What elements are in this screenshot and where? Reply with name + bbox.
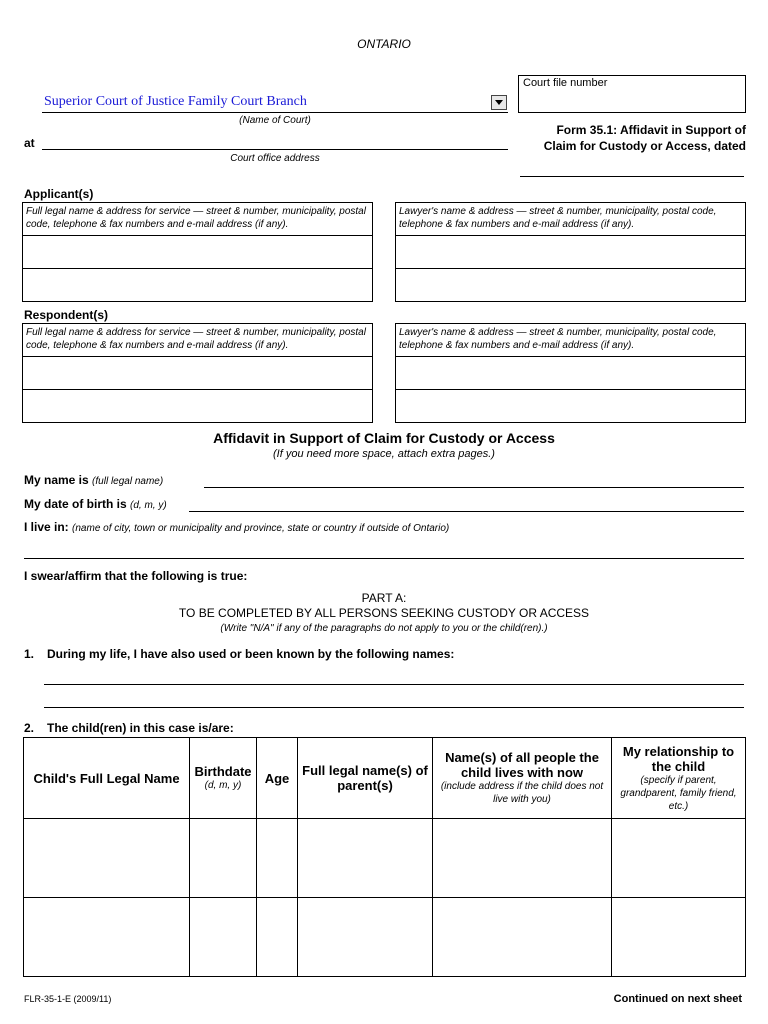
cell-birthdate[interactable] [190,898,257,977]
col-header-relationship: My relationship to the child (specify if parent, grandparent, family friend, etc.) [612,738,746,819]
table-row [24,898,746,977]
cell-parents[interactable] [298,819,433,898]
live-label: I live in: [24,520,69,534]
date-field[interactable] [520,176,744,177]
court-file-number-field[interactable] [518,75,746,113]
cell-parents[interactable] [298,898,433,977]
cell-child-name[interactable] [24,819,190,898]
applicant-party-caption: Full legal name & address for service — street & number, municipality, postal code, telephone & fax numbers and e-mail address (if any). [26,206,366,230]
applicant-party-field-2[interactable] [23,268,372,301]
col-header-age: Age [257,738,298,819]
respondent-lawyer-caption: Lawyer's name & address — street & number, municipality, postal code, telephone & fax numbers and e-mail address (if any). [399,327,717,351]
dob-hint: (d, m, y) [130,500,167,511]
respondent-lawyer-field-2[interactable] [396,389,745,422]
name-hint: (full legal name) [92,476,164,487]
affidavit-subtitle: (If you need more space, attach extra pages.) [273,448,495,460]
name-row [24,473,163,487]
cell-child-name[interactable] [24,898,190,977]
cell-lives-with[interactable] [433,819,612,898]
applicants-heading: Applicant(s) [24,187,94,201]
cell-lives-with[interactable] [433,898,612,977]
continued-note: Continued on next sheet [613,993,742,1005]
part-a-subtitle: TO BE COMPLETED BY ALL PERSONS SEEKING CUSTODY OR ACCESS [178,606,590,620]
applicant-party-field-1[interactable] [23,235,372,268]
court-address-field[interactable] [42,149,508,150]
part-a-title: PART A: [361,591,407,605]
form-code: FLR-35-1-E (2009/11) [24,994,112,1004]
col-header-lives-with: Name(s) of all people the child lives with now (include address if the child does not live with you) [433,738,612,819]
form-title-line1: Form 35.1: Affidavit in Support of [556,123,746,137]
question-1-text: During my life, I have also used or been known by the following names: [47,647,455,661]
applicant-lawyer-box [395,202,746,302]
dob-field[interactable] [189,511,744,512]
court-name-select-value[interactable]: Superior Court of Justice Family Court Branch [44,94,307,109]
live-row [24,520,449,534]
respondent-party-field-2[interactable] [23,389,372,422]
court-name-caption: (Name of Court) [239,115,311,126]
at-label: at [24,136,35,150]
respondent-lawyer-field-1[interactable] [396,356,745,389]
applicant-lawyer-field-2[interactable] [396,268,745,301]
col-header-child-name: Child's Full Legal Name [24,738,190,819]
respondent-party-caption: Full legal name & address for service — street & number, municipality, postal code, telephone & fax numbers and e-mail address (if any). [26,327,366,351]
col-header-parents: Full legal name(s) of parent(s) [298,738,433,819]
respondent-party-field-1[interactable] [23,356,372,389]
children-table-header-row [24,738,746,819]
other-names-field-2[interactable] [44,707,744,708]
court-file-number-label: Court file number [523,77,608,89]
chevron-down-icon [495,100,503,105]
applicant-party-box [22,202,373,302]
part-a-note: (Write "N/A" if any of the paragraphs do not apply to you or the child(ren).) [220,623,548,634]
respondent-lawyer-box [395,323,746,423]
cell-age[interactable] [257,898,298,977]
cell-birthdate[interactable] [190,819,257,898]
applicant-lawyer-caption: Lawyer's name & address — street & number, municipality, postal code, telephone & fax numbers and e-mail address (if any). [399,206,717,230]
question-2-text: The child(ren) in this case is/are: [47,721,234,735]
dob-row [24,497,167,511]
dob-label: My date of birth is [24,497,127,511]
applicant-lawyer-field-1[interactable] [396,235,745,268]
other-names-field-1[interactable] [44,684,744,685]
affidavit-title: Affidavit in Support of Claim for Custody or Access [213,430,555,446]
cell-relationship[interactable] [612,819,746,898]
respondent-party-box [22,323,373,423]
table-row [24,819,746,898]
col-header-birthdate: Birthdate (d, m, y) [190,738,257,819]
court-address-caption: Court office address [230,153,320,164]
live-hint: (name of city, town or municipality and province, state or country if outside of Ontario) [72,523,450,534]
name-label: My name is [24,473,89,487]
respondents-heading: Respondent(s) [24,308,108,322]
children-table [23,737,746,977]
cell-age[interactable] [257,819,298,898]
form-title [518,122,746,154]
name-field[interactable] [204,487,744,488]
swear-statement: I swear/affirm that the following is true: [24,569,248,583]
province-heading: ONTARIO [357,37,411,51]
question-1-number: 1. [24,647,35,661]
live-field[interactable] [24,558,744,559]
question-2-number: 2. [24,721,35,735]
cell-relationship[interactable] [612,898,746,977]
court-name-line [42,112,508,113]
form-title-line2: Claim for Custody or Access, dated [543,139,746,153]
court-name-dropdown-button[interactable] [491,95,507,110]
